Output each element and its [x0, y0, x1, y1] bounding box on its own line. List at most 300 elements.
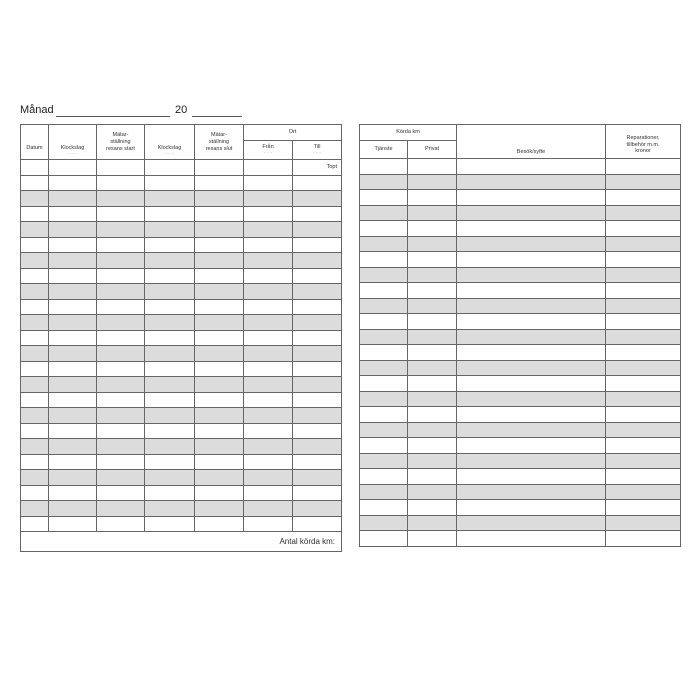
entry-cell[interactable] — [97, 516, 145, 532]
subheader-cell — [49, 159, 97, 175]
entry-cell[interactable] — [97, 330, 145, 346]
entry-cell[interactable] — [293, 516, 342, 532]
table-row — [360, 407, 681, 423]
col-ort-header — [244, 125, 342, 141]
entry-cell[interactable] — [21, 516, 49, 532]
entry-cell[interactable] — [145, 330, 195, 346]
entry-cell[interactable] — [244, 268, 293, 284]
entry-cell[interactable] — [244, 516, 293, 532]
entry-cell[interactable] — [21, 237, 49, 253]
entry-cell[interactable] — [606, 159, 681, 175]
entry-cell[interactable] — [49, 485, 97, 501]
month-input-line[interactable] — [56, 116, 170, 117]
col-tjanste-header — [360, 141, 408, 159]
entry-cell[interactable] — [97, 392, 145, 408]
km-purpose-table — [359, 124, 681, 547]
entry-cell[interactable] — [195, 237, 244, 253]
entry-cell[interactable] — [293, 206, 342, 222]
entry-cell[interactable] — [21, 315, 49, 331]
entry-cell[interactable] — [457, 453, 606, 469]
entry-cell[interactable] — [195, 392, 244, 408]
entry-cell[interactable] — [457, 345, 606, 361]
entry-cell[interactable] — [360, 515, 408, 531]
entry-cell[interactable] — [195, 175, 244, 191]
entry-cell[interactable] — [293, 315, 342, 331]
entry-cell[interactable] — [49, 191, 97, 207]
entry-cell[interactable] — [606, 236, 681, 252]
table-row — [360, 314, 681, 330]
entry-cell[interactable] — [195, 299, 244, 315]
entry-cell[interactable] — [49, 299, 97, 315]
entry-cell[interactable] — [21, 253, 49, 269]
entry-cell[interactable] — [606, 252, 681, 268]
entry-cell[interactable] — [408, 531, 457, 547]
year-label: 20 — [175, 104, 188, 116]
entry-cell[interactable] — [49, 501, 97, 517]
entry-cell[interactable] — [408, 407, 457, 423]
entry-cell[interactable] — [408, 159, 457, 175]
entry-cell[interactable] — [49, 268, 97, 284]
entry-cell[interactable] — [21, 346, 49, 362]
table-row — [21, 377, 342, 393]
entry-cell[interactable] — [408, 515, 457, 531]
entry-cell[interactable] — [21, 454, 49, 470]
entry-cell[interactable] — [606, 391, 681, 407]
entry-cell[interactable] — [49, 330, 97, 346]
entry-cell[interactable] — [360, 314, 408, 330]
entry-cell[interactable] — [145, 237, 195, 253]
entry-cell[interactable] — [49, 470, 97, 486]
entry-cell[interactable] — [145, 315, 195, 331]
entry-cell[interactable] — [606, 515, 681, 531]
table-row — [360, 360, 681, 376]
entry-cell[interactable] — [49, 346, 97, 362]
entry-cell[interactable] — [408, 484, 457, 500]
entry-cell[interactable] — [244, 377, 293, 393]
entry-cell[interactable] — [49, 516, 97, 532]
entry-cell[interactable] — [49, 377, 97, 393]
table-row — [360, 190, 681, 206]
entry-cell[interactable] — [360, 205, 408, 221]
entry-cell[interactable] — [360, 159, 408, 175]
entry-cell[interactable] — [606, 267, 681, 283]
entry-cell[interactable] — [145, 175, 195, 191]
entry-cell[interactable] — [606, 345, 681, 361]
entry-cell[interactable] — [457, 329, 606, 345]
entry-cell[interactable] — [408, 236, 457, 252]
entry-cell[interactable] — [408, 252, 457, 268]
entry-cell[interactable] — [457, 190, 606, 206]
entry-cell[interactable] — [145, 392, 195, 408]
entry-cell[interactable] — [606, 438, 681, 454]
entry-cell[interactable] — [293, 485, 342, 501]
entry-cell[interactable] — [145, 284, 195, 300]
entry-cell[interactable] — [145, 408, 195, 424]
entry-cell[interactable] — [360, 190, 408, 206]
entry-cell[interactable] — [606, 531, 681, 547]
entry-cell[interactable] — [457, 252, 606, 268]
entry-cell[interactable] — [244, 392, 293, 408]
entry-cell[interactable] — [606, 221, 681, 237]
entry-cell[interactable] — [360, 407, 408, 423]
entry-cell[interactable] — [21, 423, 49, 439]
entry-cell[interactable] — [360, 236, 408, 252]
entry-cell[interactable] — [360, 469, 408, 485]
entry-cell[interactable] — [408, 190, 457, 206]
entry-cell[interactable] — [408, 391, 457, 407]
entry-cell[interactable] — [360, 391, 408, 407]
entry-cell[interactable] — [457, 407, 606, 423]
entry-cell[interactable] — [606, 484, 681, 500]
entry-cell[interactable] — [145, 299, 195, 315]
table-row — [360, 298, 681, 314]
entry-cell[interactable] — [145, 206, 195, 222]
entry-cell[interactable] — [97, 454, 145, 470]
entry-cell[interactable] — [97, 237, 145, 253]
entry-cell[interactable] — [457, 484, 606, 500]
col-fran-label: Från — [262, 144, 274, 151]
entry-cell[interactable] — [49, 454, 97, 470]
entry-cell[interactable] — [21, 330, 49, 346]
entry-cell[interactable] — [49, 175, 97, 191]
entry-cell[interactable] — [360, 360, 408, 376]
entry-cell[interactable] — [97, 361, 145, 377]
entry-cell[interactable] — [606, 360, 681, 376]
total-km-row — [21, 532, 342, 552]
entry-cell[interactable] — [408, 329, 457, 345]
col-fran-header: Från - - - — [244, 141, 293, 159]
entry-cell[interactable] — [145, 268, 195, 284]
entry-cell[interactable] — [360, 376, 408, 392]
entry-cell[interactable] — [457, 174, 606, 190]
entry-cell[interactable] — [408, 422, 457, 438]
entry-cell[interactable] — [457, 376, 606, 392]
entry-cell[interactable] — [145, 423, 195, 439]
entry-cell[interactable] — [244, 361, 293, 377]
entry-cell[interactable] — [457, 515, 606, 531]
entry-cell[interactable] — [97, 377, 145, 393]
entry-cell[interactable] — [195, 284, 244, 300]
table-row — [360, 438, 681, 454]
entry-cell[interactable] — [145, 253, 195, 269]
entry-cell[interactable] — [457, 236, 606, 252]
entry-cell[interactable] — [457, 500, 606, 516]
entry-cell[interactable] — [195, 191, 244, 207]
entry-cell[interactable] — [408, 376, 457, 392]
entry-cell[interactable] — [408, 314, 457, 330]
entry-cell[interactable] — [408, 500, 457, 516]
entry-cell[interactable] — [49, 392, 97, 408]
entry-cell[interactable] — [97, 268, 145, 284]
entry-cell[interactable] — [195, 501, 244, 517]
entry-cell[interactable] — [244, 237, 293, 253]
entry-cell[interactable] — [293, 361, 342, 377]
entry-cell[interactable] — [145, 361, 195, 377]
entry-cell[interactable] — [293, 268, 342, 284]
entry-cell[interactable] — [293, 222, 342, 238]
entry-cell[interactable] — [408, 345, 457, 361]
entry-cell[interactable] — [606, 422, 681, 438]
entry-cell[interactable] — [606, 314, 681, 330]
total-km-label: Antal körda km: — [279, 536, 336, 546]
entry-cell[interactable] — [457, 298, 606, 314]
entry-cell[interactable] — [408, 221, 457, 237]
entry-cell[interactable] — [244, 408, 293, 424]
entry-cell[interactable] — [457, 221, 606, 237]
table-row — [360, 345, 681, 361]
entry-cell[interactable] — [21, 501, 49, 517]
entry-cell[interactable] — [195, 346, 244, 362]
entry-cell[interactable] — [244, 454, 293, 470]
entry-cell[interactable] — [360, 329, 408, 345]
entry-cell[interactable] — [360, 283, 408, 299]
entry-cell[interactable] — [457, 267, 606, 283]
entry-cell[interactable] — [97, 253, 145, 269]
entry-cell[interactable] — [457, 360, 606, 376]
entry-cell[interactable] — [21, 284, 49, 300]
entry-cell[interactable] — [408, 438, 457, 454]
entry-cell[interactable] — [21, 222, 49, 238]
entry-cell[interactable] — [360, 484, 408, 500]
table-row — [21, 501, 342, 517]
entry-cell[interactable] — [49, 284, 97, 300]
entry-cell[interactable] — [457, 283, 606, 299]
table-row — [360, 159, 681, 175]
entry-cell[interactable] — [360, 267, 408, 283]
entry-cell[interactable] — [606, 190, 681, 206]
entry-cell[interactable] — [97, 299, 145, 315]
entry-cell[interactable] — [97, 346, 145, 362]
entry-cell[interactable] — [408, 267, 457, 283]
entry-cell[interactable] — [244, 423, 293, 439]
entry-cell[interactable] — [244, 191, 293, 207]
entry-cell[interactable] — [293, 392, 342, 408]
table-row — [360, 267, 681, 283]
entry-cell[interactable] — [145, 222, 195, 238]
entry-cell[interactable] — [360, 221, 408, 237]
entry-cell[interactable] — [145, 470, 195, 486]
entry-cell[interactable] — [606, 298, 681, 314]
entry-cell[interactable] — [457, 438, 606, 454]
entry-cell[interactable] — [360, 531, 408, 547]
entry-cell[interactable] — [21, 439, 49, 455]
entry-cell[interactable] — [293, 346, 342, 362]
col-ort-label: Ort — [288, 129, 297, 136]
entry-cell[interactable] — [49, 439, 97, 455]
entry-cell[interactable] — [195, 253, 244, 269]
entry-cell[interactable] — [145, 439, 195, 455]
entry-cell[interactable] — [49, 253, 97, 269]
entry-cell[interactable] — [606, 283, 681, 299]
subheader-cell — [244, 159, 293, 175]
entry-cell[interactable] — [244, 315, 293, 331]
entry-cell[interactable] — [244, 330, 293, 346]
entry-cell[interactable] — [97, 470, 145, 486]
entry-cell[interactable] — [606, 453, 681, 469]
entry-cell[interactable] — [408, 174, 457, 190]
entry-cell[interactable] — [360, 453, 408, 469]
entry-cell[interactable] — [293, 175, 342, 191]
entry-cell[interactable] — [360, 422, 408, 438]
entry-cell[interactable] — [21, 485, 49, 501]
subheader-cell — [21, 159, 49, 175]
entry-cell[interactable] — [97, 284, 145, 300]
entry-cell[interactable] — [244, 222, 293, 238]
entry-cell[interactable] — [97, 485, 145, 501]
table-row — [360, 500, 681, 516]
entry-cell[interactable] — [21, 361, 49, 377]
entry-cell[interactable] — [145, 516, 195, 532]
entry-cell[interactable] — [195, 485, 244, 501]
entry-cell[interactable] — [244, 439, 293, 455]
entry-cell[interactable] — [21, 470, 49, 486]
entry-cell[interactable] — [145, 501, 195, 517]
entry-cell[interactable] — [606, 500, 681, 516]
entry-cell[interactable] — [457, 422, 606, 438]
entry-cell[interactable] — [195, 330, 244, 346]
entry-cell[interactable] — [293, 299, 342, 315]
entry-cell[interactable] — [293, 439, 342, 455]
entry-cell[interactable] — [21, 392, 49, 408]
entry-cell[interactable] — [360, 252, 408, 268]
entry-cell[interactable] — [195, 361, 244, 377]
entry-cell[interactable] — [195, 454, 244, 470]
entry-cell[interactable] — [293, 470, 342, 486]
entry-cell[interactable] — [97, 423, 145, 439]
entry-cell[interactable] — [21, 206, 49, 222]
table-row — [360, 329, 681, 345]
entry-cell[interactable] — [293, 408, 342, 424]
entry-cell[interactable] — [195, 315, 244, 331]
entry-cell[interactable] — [195, 268, 244, 284]
entry-cell[interactable] — [195, 516, 244, 532]
entry-cell[interactable] — [408, 283, 457, 299]
entry-cell[interactable] — [293, 191, 342, 207]
col-matar-start-header — [97, 125, 145, 160]
entry-cell[interactable] — [244, 175, 293, 191]
entry-cell[interactable] — [244, 206, 293, 222]
entry-cell[interactable] — [293, 237, 342, 253]
entry-cell[interactable] — [408, 360, 457, 376]
entry-cell[interactable] — [49, 206, 97, 222]
entry-cell[interactable] — [97, 439, 145, 455]
entry-cell[interactable] — [360, 345, 408, 361]
entry-cell[interactable] — [244, 501, 293, 517]
table-row — [360, 469, 681, 485]
entry-cell[interactable] — [21, 299, 49, 315]
entry-cell[interactable] — [293, 454, 342, 470]
table-row — [21, 330, 342, 346]
col-privat-header — [408, 141, 457, 159]
entry-cell[interactable] — [145, 485, 195, 501]
entry-cell[interactable] — [97, 222, 145, 238]
entry-cell[interactable] — [293, 377, 342, 393]
entry-cell[interactable] — [195, 470, 244, 486]
entry-cell[interactable] — [21, 191, 49, 207]
entry-cell[interactable] — [21, 408, 49, 424]
entry-cell[interactable] — [606, 329, 681, 345]
entry-cell[interactable] — [195, 408, 244, 424]
entry-cell[interactable] — [97, 175, 145, 191]
entry-cell[interactable] — [606, 205, 681, 221]
subheader-cell — [145, 159, 195, 175]
entry-cell[interactable] — [293, 253, 342, 269]
table-row — [21, 206, 342, 222]
entry-cell[interactable] — [457, 531, 606, 547]
table-row — [360, 391, 681, 407]
entry-cell[interactable] — [244, 346, 293, 362]
entry-cell[interactable] — [49, 237, 97, 253]
entry-cell[interactable] — [606, 407, 681, 423]
col-tjanste-label: Tjänste — [374, 146, 393, 153]
entry-cell[interactable] — [195, 222, 244, 238]
entry-cell[interactable] — [244, 470, 293, 486]
entry-cell[interactable] — [21, 175, 49, 191]
entry-cell[interactable] — [145, 346, 195, 362]
entry-cell[interactable] — [244, 253, 293, 269]
entry-cell[interactable] — [360, 500, 408, 516]
entry-cell[interactable] — [457, 314, 606, 330]
entry-cell[interactable] — [49, 361, 97, 377]
col-reparationer-header — [606, 125, 681, 159]
entry-cell[interactable] — [195, 377, 244, 393]
table-row — [21, 222, 342, 238]
entry-cell[interactable] — [457, 469, 606, 485]
entry-cell[interactable] — [97, 191, 145, 207]
entry-cell[interactable] — [195, 423, 244, 439]
table-row — [360, 453, 681, 469]
entry-cell[interactable] — [457, 391, 606, 407]
entry-cell[interactable] — [360, 174, 408, 190]
entry-cell[interactable] — [293, 284, 342, 300]
entry-cell[interactable] — [49, 423, 97, 439]
entry-cell[interactable] — [293, 423, 342, 439]
entry-cell[interactable] — [457, 205, 606, 221]
entry-cell[interactable] — [457, 159, 606, 175]
entry-cell[interactable] — [49, 315, 97, 331]
entry-cell[interactable] — [145, 191, 195, 207]
entry-cell[interactable] — [97, 315, 145, 331]
entry-cell[interactable] — [195, 439, 244, 455]
entry-cell[interactable] — [244, 485, 293, 501]
entry-cell[interactable] — [244, 284, 293, 300]
entry-cell[interactable] — [408, 205, 457, 221]
entry-cell[interactable] — [49, 222, 97, 238]
entry-cell[interactable] — [408, 453, 457, 469]
entry-cell[interactable] — [97, 408, 145, 424]
entry-cell[interactable] — [97, 206, 145, 222]
year-input-line[interactable] — [192, 116, 242, 117]
entry-cell[interactable] — [97, 501, 145, 517]
entry-cell[interactable] — [606, 469, 681, 485]
entry-cell[interactable] — [408, 469, 457, 485]
entry-cell[interactable] — [408, 298, 457, 314]
entry-cell[interactable] — [606, 174, 681, 190]
entry-cell[interactable] — [293, 330, 342, 346]
entry-cell[interactable] — [195, 206, 244, 222]
entry-cell[interactable] — [606, 376, 681, 392]
entry-cell[interactable] — [145, 377, 195, 393]
entry-cell[interactable] — [360, 298, 408, 314]
entry-cell[interactable] — [21, 377, 49, 393]
entry-cell[interactable] — [360, 438, 408, 454]
table-row — [360, 484, 681, 500]
entry-cell[interactable] — [145, 454, 195, 470]
entry-cell[interactable] — [293, 501, 342, 517]
entry-cell[interactable] — [49, 408, 97, 424]
entry-cell[interactable] — [21, 268, 49, 284]
entry-cell[interactable] — [244, 299, 293, 315]
